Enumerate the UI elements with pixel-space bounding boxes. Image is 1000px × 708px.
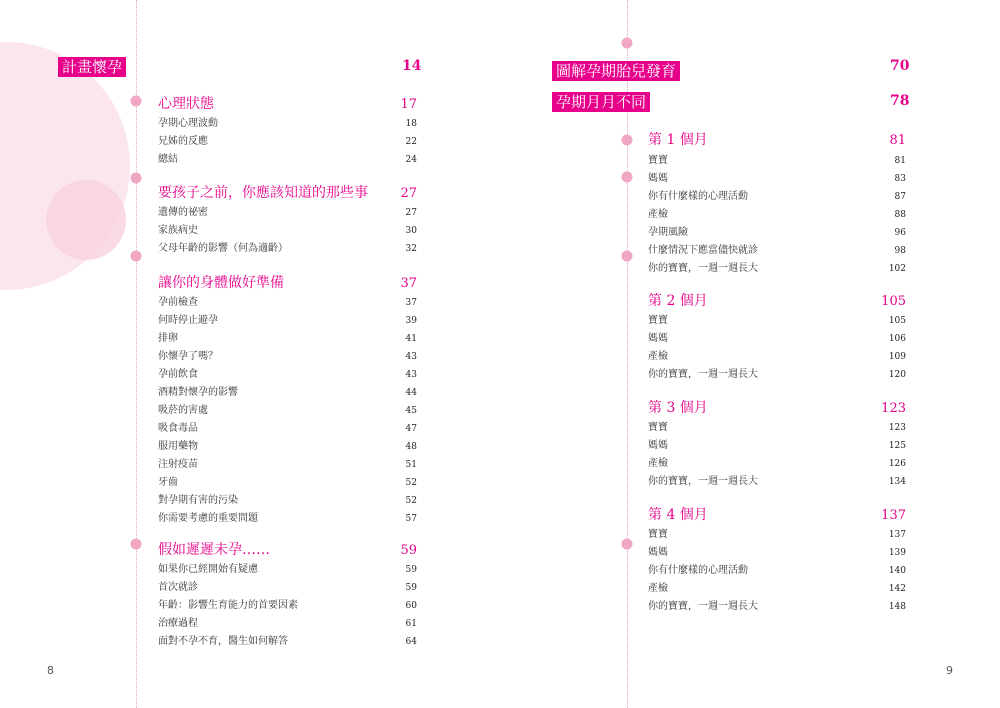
entry-page: 142 [888,584,906,594]
entry-page: 98 [894,246,906,256]
section-page: 105 [881,294,906,309]
section-marker-dot [622,172,633,183]
entry-text: 牙齒 [158,477,178,488]
entry-text: 你有什麼樣的心理活動 [648,191,748,202]
toc-entry[interactable] [648,151,906,166]
main-chapter-page: 70 [890,58,910,74]
toc-entry[interactable] [158,491,417,506]
toc-entry[interactable] [648,311,906,326]
section-title: 心理狀態 [158,96,214,112]
section-page: 59 [400,543,417,558]
entry-text: 酒精對懷孕的影響 [158,387,238,398]
toc-entry[interactable] [158,383,417,398]
toc-entry[interactable] [158,239,417,254]
section-marker-dot [131,251,142,262]
entry-page: 148 [888,602,906,612]
section-page: 81 [889,133,906,148]
main-chapter-page: 14 [402,58,422,74]
entry-page: 45 [405,406,417,416]
toc-section[interactable] [158,272,417,292]
section-page: 123 [881,401,906,416]
entry-page: 18 [405,119,417,129]
section-marker-dot [622,251,633,262]
toc-entry[interactable] [648,329,906,344]
entry-text: 對孕期有害的污染 [158,495,238,506]
entry-page: 105 [888,316,906,326]
entry-text: 產檢 [648,351,668,362]
entry-page: 52 [405,496,417,506]
entry-page: 24 [405,155,417,165]
toc-entry[interactable] [648,418,906,433]
section-title: 假如遲遲未孕…… [158,542,270,558]
toc-entry[interactable] [648,187,906,202]
entry-text: 遺傳的祕密 [158,207,208,218]
section-title: 第 4 個月 [648,507,708,523]
entry-page: 22 [405,137,417,147]
entry-text: 你的寶寶，一週一週長大 [648,476,758,487]
toc-section[interactable] [648,129,906,149]
toc-entry[interactable] [158,293,417,308]
section-marker-dot [131,539,142,550]
decorative-circle-small [46,180,126,260]
entry-text: 媽媽 [648,333,668,344]
toc-entry[interactable] [158,614,417,629]
entry-text: 寶寶 [648,155,668,166]
entry-text: 產檢 [648,209,668,220]
section-page: 37 [400,276,417,291]
entry-text: 孕前飲食 [158,369,198,380]
entry-page: 59 [405,583,417,593]
toc-entry[interactable] [158,132,417,147]
section-marker-dot [622,135,633,146]
toc-entry[interactable] [648,223,906,238]
entry-page: 106 [888,334,906,344]
toc-entry[interactable] [158,560,417,575]
toc-entry[interactable] [648,365,906,380]
entry-page: 87 [894,192,906,202]
entry-page: 125 [888,441,906,451]
entry-text: 媽媽 [648,440,668,451]
main-chapter-label: 孕期月月不同 [552,92,650,112]
toc-section[interactable] [158,539,417,559]
entry-page: 48 [405,442,417,452]
toc-entry[interactable] [648,561,906,576]
toc-entry[interactable] [158,114,417,129]
entry-page: 27 [405,208,417,218]
section-marker-dot [622,38,633,49]
toc-entry[interactable] [648,525,906,540]
toc-entry[interactable] [648,543,906,558]
entry-text: 服用藥物 [158,441,198,452]
toc-entry[interactable] [158,221,417,236]
toc-section[interactable] [158,93,417,113]
entry-page: 81 [894,156,906,166]
toc-entry[interactable] [158,401,417,416]
entry-page: 126 [888,459,906,469]
section-title: 第 1 個月 [648,132,708,148]
entry-page: 83 [894,174,906,184]
entry-text: 什麼情況下應當儘快就診 [648,245,758,256]
toc-section[interactable] [648,397,906,417]
section-title: 第 3 個月 [648,400,708,416]
entry-page: 47 [405,424,417,434]
entry-text: 孕前檢查 [158,297,198,308]
toc-entry[interactable] [648,472,906,487]
entry-text: 你的寶寶，一週一週長大 [648,369,758,380]
page-number-left: 8 [47,664,54,677]
entry-text: 總結 [158,154,178,165]
entry-page: 59 [405,565,417,575]
entry-page: 44 [405,388,417,398]
entry-text: 父母年齡的影響（何為適齡） [158,243,288,254]
section-marker-dot [131,96,142,107]
entry-page: 51 [405,460,417,470]
entry-page: 37 [405,298,417,308]
toc-entry[interactable] [648,579,906,594]
main-chapter-label: 圖解孕期胎兒發育 [552,61,680,81]
entry-text: 吸食毒品 [158,423,198,434]
entry-text: 寶寶 [648,315,668,326]
entry-page: 43 [405,352,417,362]
entry-page: 109 [888,352,906,362]
entry-text: 治療過程 [158,618,198,629]
entry-page: 57 [405,514,417,524]
entry-page: 123 [888,423,906,433]
entry-page: 140 [888,566,906,576]
toc-entry[interactable] [158,473,417,488]
toc-entry[interactable] [648,597,906,612]
entry-text: 你需要考慮的重要問題 [158,513,258,524]
entry-page: 88 [894,210,906,220]
entry-text: 排卵 [158,333,178,344]
toc-entry[interactable] [648,436,906,451]
entry-page: 30 [405,226,417,236]
toc-entry[interactable] [158,329,417,344]
entry-text: 媽媽 [648,547,668,558]
entry-text: 媽媽 [648,173,668,184]
entry-text: 孕期風險 [648,227,688,238]
entry-page: 139 [888,548,906,558]
toc-entry[interactable] [158,203,417,218]
entry-text: 何時停止避孕 [158,315,218,326]
toc-entry[interactable] [158,509,417,524]
entry-page: 61 [405,619,417,629]
section-page: 137 [881,508,906,523]
entry-text: 產檢 [648,458,668,469]
entry-page: 39 [405,316,417,326]
entry-text: 年齡：影響生育能力的首要因素 [158,600,298,611]
toc-entry[interactable] [648,205,906,220]
toc-section[interactable] [158,182,417,202]
page-number-right: 9 [946,664,953,677]
entry-page: 32 [405,244,417,254]
entry-text: 如果你已經開始有疑慮 [158,564,258,575]
toc-entry[interactable] [158,365,417,380]
entry-text: 兄姊的反應 [158,136,208,147]
entry-text: 首次就診 [158,582,198,593]
toc-entry[interactable] [158,632,417,647]
toc-entry[interactable] [158,347,417,362]
entry-page: 52 [405,478,417,488]
toc-entry[interactable] [158,596,417,611]
toc-entry[interactable] [158,419,417,434]
toc-entry[interactable] [648,241,906,256]
entry-text: 面對不孕不育，醫生如何解答 [158,636,288,647]
section-title: 要孩子之前，你應該知道的那些事 [158,185,368,201]
entry-text: 孕期心理波動 [158,118,218,129]
toc-entry[interactable] [158,578,417,593]
section-marker-dot [622,539,633,550]
toc-entry[interactable] [158,311,417,326]
entry-text: 寶寶 [648,422,668,433]
toc-entry[interactable] [648,347,906,362]
section-title: 第 2 個月 [648,293,708,309]
section-page: 17 [400,97,417,112]
entry-text: 吸菸的害處 [158,405,208,416]
entry-text: 你的寶寶，一週一週長大 [648,263,758,274]
toc-entry[interactable] [158,455,417,470]
entry-text: 你有什麼樣的心理活動 [648,565,748,576]
section-page: 27 [400,186,417,201]
toc-entry[interactable] [158,437,417,452]
entry-page: 43 [405,370,417,380]
toc-section[interactable] [648,504,906,524]
entry-page: 41 [405,334,417,344]
toc-section[interactable] [648,290,906,310]
entry-text: 你的寶寶，一週一週長大 [648,601,758,612]
toc-entry[interactable] [648,454,906,469]
entry-page: 102 [888,264,906,274]
entry-page: 137 [888,530,906,540]
toc-entry[interactable] [648,169,906,184]
main-chapter-label: 計畫懷孕 [58,57,126,77]
entry-text: 產檢 [648,583,668,594]
section-marker-dot [131,173,142,184]
entry-text: 家族病史 [158,225,198,236]
toc-entry[interactable] [648,259,906,274]
entry-page: 60 [405,601,417,611]
toc-entry[interactable] [158,150,417,165]
entry-text: 你懷孕了嗎？ [158,351,218,362]
entry-page: 120 [888,370,906,380]
section-title: 讓你的身體做好準備 [158,275,284,291]
entry-text: 注射疫苗 [158,459,198,470]
entry-page: 96 [894,228,906,238]
entry-page: 134 [888,477,906,487]
main-chapter-page: 78 [890,93,910,109]
entry-page: 64 [405,637,417,647]
entry-text: 寶寶 [648,529,668,540]
